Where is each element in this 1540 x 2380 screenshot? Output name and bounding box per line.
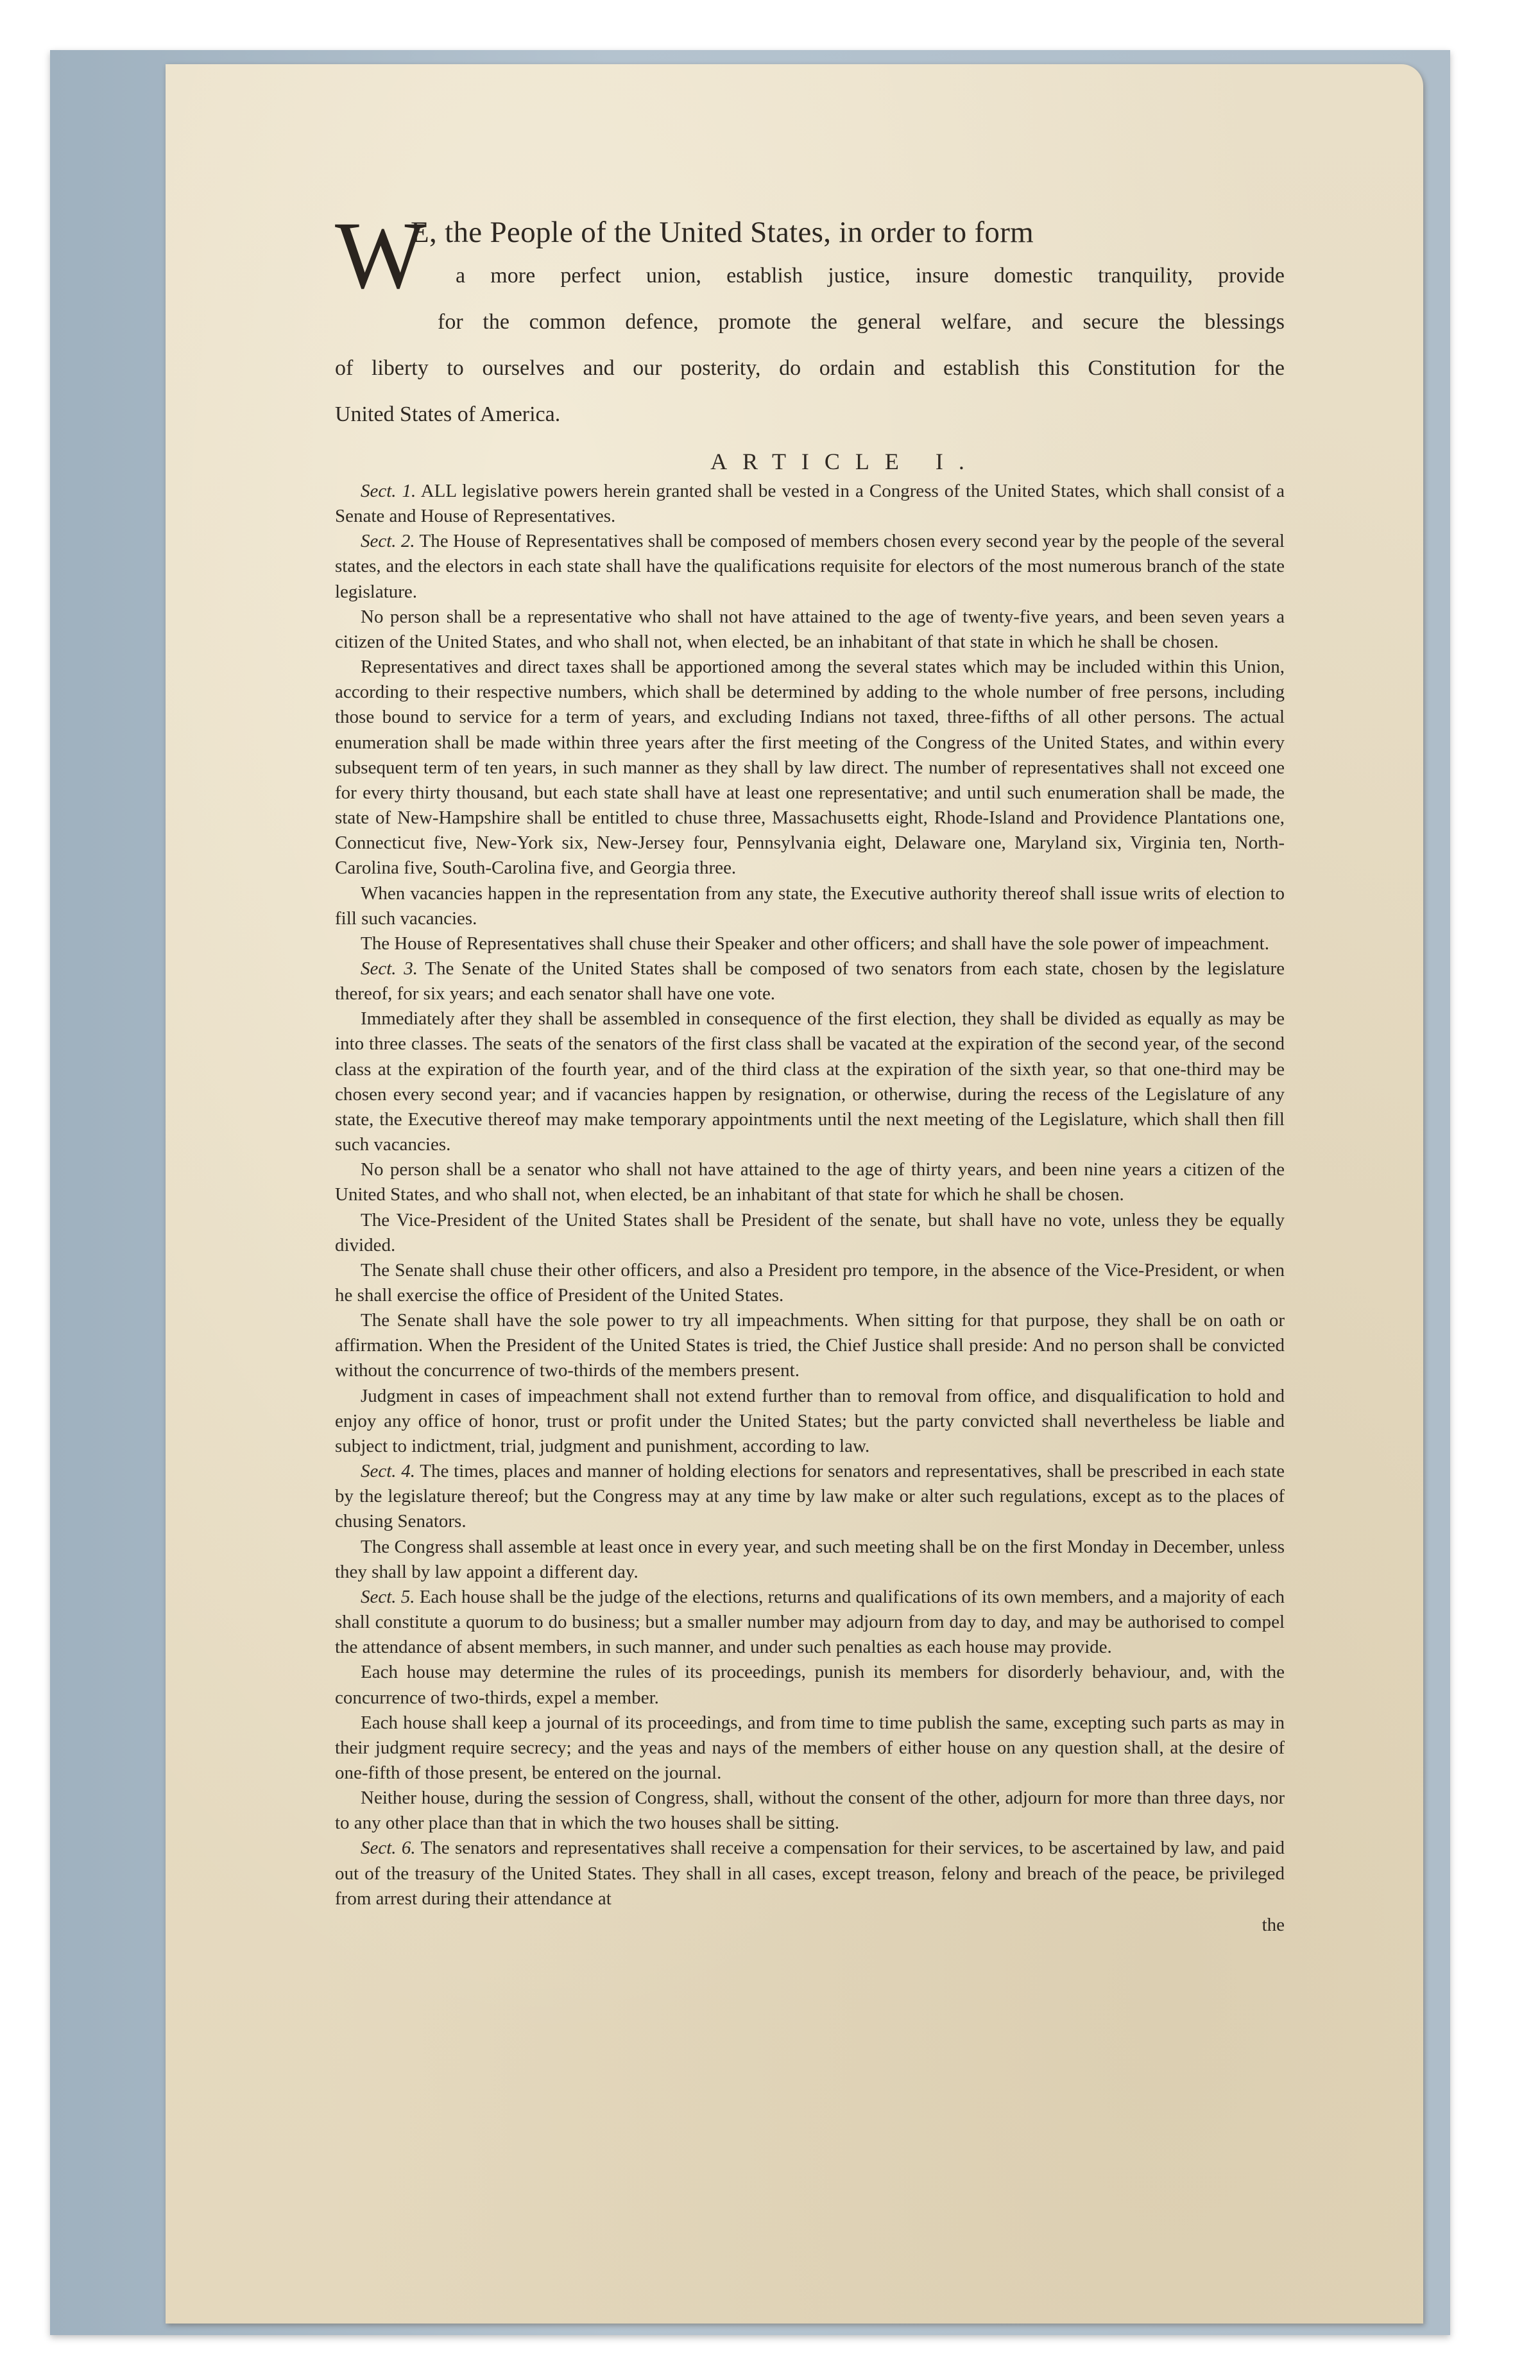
article-paragraph — [335, 931, 1285, 956]
section-marker: Sect. 5. — [361, 1586, 415, 1607]
article-paragraph — [335, 655, 1285, 881]
section-marker: Sect. 1. — [361, 481, 416, 501]
article-paragraph — [335, 1535, 1285, 1585]
paragraph-text: Representatives and direct taxes shall be apportioned among the several states which may be included within this Union, according to their respective numbers, which shall be determined by adding to the whole number of free persons, including those bound to service for a term of years, and excluding Indians not taxed, three-fifths of all other persons. The actual enumeration shall be made within three years after the first meeting of the Congress of the United States, and within every subsequent term of ten years, in such manner as they shall by law direct. The number of representatives shall not exceed one for every thirty thousand, but each state shall have at least one representative; and until such enumeration shall be made, the state of New-Hampshire shall be entitled to chuse three, Massachusetts eight, Rhode-Island and Providence Plantations one, Connecticut five, New-York six, New-Jersey four, Pennsylvania eight, Delaware one, Maryland six, Virginia ten, North-Carolina five, South-Carolina five, and Georgia three. — [335, 657, 1285, 879]
article-body — [335, 479, 1285, 1911]
article-paragraph — [335, 1157, 1285, 1207]
article-paragraph — [335, 956, 1285, 1006]
document-text — [335, 202, 1285, 1938]
article-paragraph — [335, 1836, 1285, 1911]
paragraph-text: The House of Representatives shall chuse their Speaker and other officers; and shall have the sole power of impeachment. — [361, 933, 1269, 954]
paragraph-text: The Senate of the United States shall be composed of two senators from each state, chosen by the legislature thereof, for six years; and each senator shall have one vote. — [335, 958, 1285, 1005]
section-marker: Sect. 2. — [361, 531, 415, 552]
article-paragraph — [335, 1384, 1285, 1459]
paragraph-text: No person shall be a senator who shall not have attained to the age of thirty years, and been nine years a citizen of the United States, and who shall not, when elected, be an inhabitant of that state for which he shall be chosen. — [335, 1159, 1285, 1205]
paragraph-text: ALL legislative powers herein granted shall be vested in a Congress of the United States, which shall consist of a Senate and House of Representatives. — [335, 481, 1285, 527]
paragraph-text: The Senate shall chuse their other officers, and also a President pro tempore, in the absence of the Vice-President, or when he shall exercise the office of President of the United States. — [335, 1259, 1285, 1306]
paragraph-text: The times, places and manner of holding elections for senators and representatives, shall be prescribed in each state by the legislature thereof; but the Congress may at any time by law make or alter such regulations, except as to the places of chusing Senators. — [335, 1461, 1285, 1532]
article-paragraph — [335, 1208, 1285, 1258]
catchword: the — [1262, 1914, 1285, 1935]
section-marker: Sect. 3. — [361, 958, 418, 979]
article-paragraph — [335, 1308, 1285, 1383]
section-marker: Sect. 4. — [361, 1461, 416, 1482]
article-paragraph — [335, 881, 1285, 931]
paragraph-text: The Vice-President of the United States shall be President of the senate, but shall have no vote, unless they be equally divided. — [335, 1209, 1285, 1255]
article-heading: ARTICLE I. — [710, 449, 980, 474]
preamble-line-4: of liberty to ourselves and our posterity, do ordain and establish this Constitution for the — [335, 356, 1285, 380]
paragraph-text: When vacancies happen in the representation from any state, the Executive authority thereof shall issue writs of election to fill such vacancies. — [335, 883, 1285, 929]
paragraph-text: No person shall be a representative who shall not have attained to the age of twenty-five years, and been seven years a citizen of the United States, and who shall not, when elected, be an inhabitant of that state in which he shall be chosen. — [335, 606, 1285, 652]
paragraph-text: Judgment in cases of impeachment shall not extend further than to removal from office, and disqualification to hold and enjoy any office of honor, trust or profit under the United States; but the party convicted shall nevertheless be liable and subject to indictment, trial, judgment and punishment, according to law. — [335, 1385, 1285, 1456]
preamble-line-2: a more perfect union, establish justice, insure domestic tranquility, provide — [456, 264, 1285, 288]
article-paragraph — [335, 1585, 1285, 1660]
article-paragraph — [335, 1006, 1285, 1157]
article-paragraph — [335, 529, 1285, 604]
paragraph-text: Each house shall keep a journal of its proceedings, and from time to time publish the same, excepting such parts as may in their judgment require secrecy; and the yeas and nays of the members of either house on any question shall, at the desire of one-fifth of those present, be entered on the journal. — [335, 1712, 1285, 1783]
article-paragraph — [335, 1786, 1285, 1836]
preamble-line-5: United States of America. — [335, 402, 561, 426]
article-paragraph — [335, 1459, 1285, 1534]
article-paragraph — [335, 1660, 1285, 1710]
article-paragraph — [335, 479, 1285, 529]
paragraph-text: Each house may determine the rules of its proceedings, punish its members for disorderly behaviour, and, with the concurrence of two-thirds, expel a member. — [335, 1662, 1285, 1708]
paragraph-text: Neither house, during the session of Congress, shall, without the consent of the other, adjourn for more than three days, nor to any other place than that in which the two houses shall be sitting. — [335, 1788, 1285, 1834]
preamble — [335, 202, 1285, 438]
paragraph-text: The Congress shall assemble at least once in every year, and such meeting shall be on the first Monday in December, unless they shall by law appoint a different day. — [335, 1536, 1285, 1582]
paragraph-text: The House of Representatives shall be composed of members chosen every second year by the people of the several states, and the electors in each state shall have the qualifications requisite for electors of the most numerous branch of the state legislature. — [335, 531, 1285, 602]
article-paragraph — [335, 605, 1285, 655]
section-marker: Sect. 6. — [361, 1838, 416, 1859]
paragraph-text: The Senate shall have the sole power to try all impeachments. When sitting for that purpose, they shall be on oath or affirmation. When the President of the United States is tried, the Chief Justice shall preside: And no person shall be convicted without the concurrence of two-thirds of the members present. — [335, 1310, 1285, 1381]
drop-cap: W — [335, 202, 426, 309]
article-paragraph — [335, 1711, 1285, 1786]
article-paragraph — [335, 1258, 1285, 1308]
paragraph-text: Each house shall be the judge of the elections, returns and qualifications of its own members, and a majority of each shall constitute a quorum to do business; but a smaller number may adjourn from day to day, and may be authorised to compel the attendance of absent members, in such manner, and under such penalties as each house may provide. — [335, 1586, 1285, 1658]
paragraph-text: Immediately after they shall be assembled in consequence of the first election, they shall be divided as equally as may be into three classes. The seats of the senators of the first class shall be vacated at the expiration of the second year, of the second class at the expiration of the fourth year, and of the third class at the expiration of the sixth year, so that one-third may be chosen every second year; and if vacancies happen by resignation, or otherwise, during the recess of the Legislature of any state, the Executive thereof may make temporary appointments until the next meeting of the Legislature, which shall then fill such vacancies. — [335, 1008, 1285, 1155]
preamble-line-1: E, the People of the United States, in order to form — [411, 216, 1034, 249]
paragraph-text: The senators and representatives shall receive a compensation for their services, to be ascertained by law, and paid out of the treasury of the United States. They shall in all cases, except treason, felony and breach of the peace, be privileged from arrest during their attendance at — [335, 1838, 1285, 1909]
preamble-line-3: for the common defence, promote the general welfare, and secure the blessings — [438, 310, 1285, 334]
